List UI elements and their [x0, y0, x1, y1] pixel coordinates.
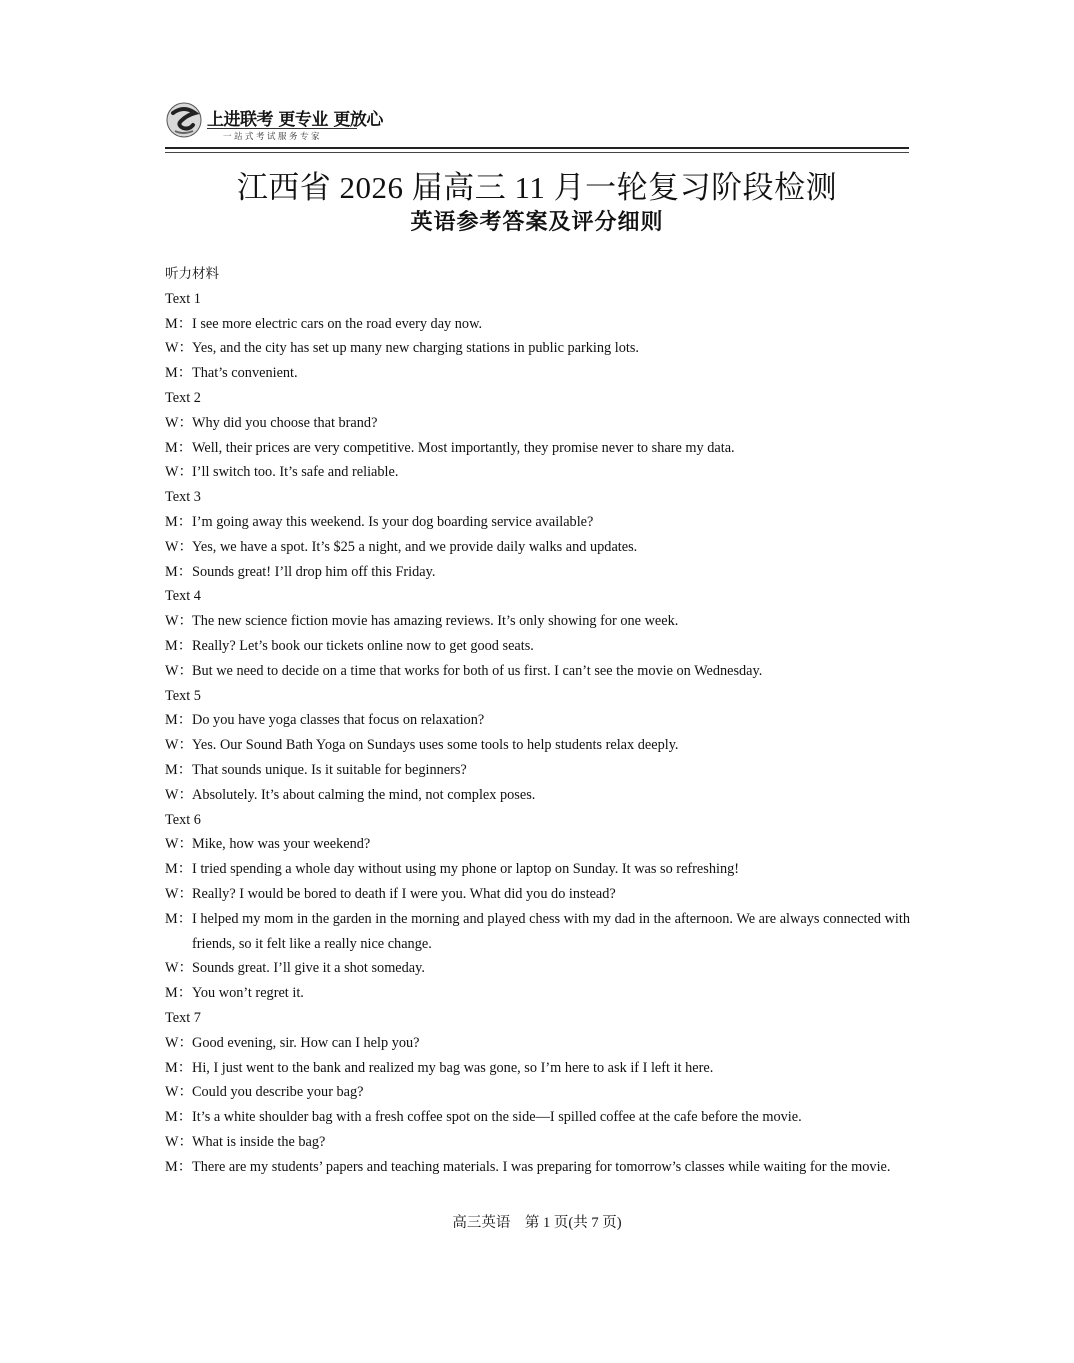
speaker-label: M：	[165, 910, 193, 927]
utterance-text: That sounds unique. Is it suitable for beginners?	[192, 761, 467, 778]
page-title: 江西省 2026 届高三 11 月一轮复习阶段检测	[236, 170, 838, 205]
utterance-text: I helped my mom in the garden in the morning and played chess with my dad in the afternoon. We are always connected with friends, so it felt like a really nice change.	[192, 910, 910, 952]
brand-logo-icon	[165, 101, 203, 139]
page-subtitle: 英语参考答案及评分细则	[410, 210, 664, 235]
text-label: Text 7	[165, 1009, 201, 1026]
speaker-label: M：	[165, 365, 193, 382]
utterance-text: Hi, I just went to the bank and realized my bag was gone, so I’m here to ask if I left it here.	[192, 1059, 714, 1076]
utterance-text: I’m going away this weekend. Is your dog boarding service available?	[192, 513, 594, 530]
speaker-label: M：	[165, 1158, 193, 1175]
dialogue-line	[165, 832, 910, 857]
utterance-text: Really? I would be bored to death if I were you. What did you do instead?	[192, 885, 616, 902]
section-heading: 听力材料	[165, 266, 219, 282]
speaker-label: W：	[165, 737, 193, 754]
brand-slogan: 上进联考 更专业 更放心	[207, 110, 383, 130]
utterance-text: But we need to decide on a time that works for both of us first. I can’t see the movie on Wednesday.	[192, 662, 763, 679]
header-rule-thin	[165, 152, 909, 153]
utterance-text: Why did you choose that brand?	[192, 414, 378, 431]
text-label: Text 3	[165, 489, 201, 506]
speaker-label: W：	[165, 538, 193, 555]
utterance-text: The new science fiction movie has amazing reviews. It’s only showing for one week.	[192, 613, 679, 630]
dialogue-line	[165, 659, 910, 684]
speaker-label: W：	[165, 613, 193, 630]
utterance-text: Sounds great! I’ll drop him off this Friday.	[192, 563, 436, 580]
text-label: Text 2	[165, 389, 201, 406]
utterance-text: Mike, how was your weekend?	[192, 836, 371, 853]
speaker-label: M：	[165, 712, 193, 729]
speaker-label: M：	[165, 761, 193, 778]
utterance-text: Really? Let’s book our tickets online now to get good seats.	[192, 637, 534, 654]
utterance-text: I see more electric cars on the road every day now.	[192, 315, 483, 332]
dialogue-line	[165, 312, 910, 337]
utterance-text: I’ll switch too. It’s safe and reliable.	[192, 464, 399, 481]
dialogue-line	[165, 634, 910, 659]
speaker-label: M：	[165, 637, 193, 654]
utterance-text: I tried spending a whole day without using my phone or laptop on Sunday. It was so refreshing!	[192, 861, 740, 878]
dialogue-line	[165, 733, 910, 758]
speaker-label: W：	[165, 464, 193, 481]
utterance-text: Absolutely. It’s about calming the mind, not complex poses.	[192, 786, 536, 803]
header-rule	[165, 147, 909, 149]
dialogue-line	[165, 1080, 910, 1105]
utterance-text: Could you describe your bag?	[192, 1084, 364, 1101]
dialogue-line	[165, 411, 910, 436]
text-label: Text 6	[165, 811, 201, 828]
dialogue-line	[165, 560, 910, 585]
dialogue-line	[165, 436, 910, 461]
speaker-label: M：	[165, 439, 193, 456]
dialogue-line	[165, 956, 910, 981]
dialogue-line	[165, 783, 910, 808]
dialogue-line	[165, 609, 910, 634]
dialogue-line	[165, 1105, 910, 1130]
page-header	[165, 101, 910, 151]
utterance-text: That’s convenient.	[192, 365, 298, 382]
utterance-text: Yes, and the city has set up many new charging stations in public parking lots.	[192, 340, 639, 357]
utterance-text: Sounds great. I’ll give it a shot someday.	[192, 960, 425, 977]
speaker-label: W：	[165, 885, 193, 902]
dialogue-line	[165, 857, 910, 882]
speaker-label: W：	[165, 786, 193, 803]
utterance-text: Yes. Our Sound Bath Yoga on Sundays uses some tools to help students relax deeply.	[192, 737, 679, 754]
utterance-text: There are my students’ papers and teaching materials. I was preparing for tomorrow’s classes while waiting for the movie.	[192, 1158, 891, 1175]
speaker-label: W：	[165, 960, 193, 977]
dialogue-line	[165, 981, 910, 1006]
text-label: Text 1	[165, 290, 201, 307]
text-label: Text 4	[165, 588, 201, 605]
speaker-label: M：	[165, 563, 193, 580]
utterance-text: Yes, we have a spot. It’s $25 a night, and we provide daily walks and updates.	[192, 538, 638, 555]
dialogue-line	[165, 907, 910, 957]
page-footer: 高三英语 第 1 页(共 7 页)	[452, 1215, 622, 1231]
speaker-label: W：	[165, 1133, 193, 1150]
dialogue-line	[165, 882, 910, 907]
utterance-text: You won’t regret it.	[192, 985, 304, 1002]
speaker-label: M：	[165, 1059, 193, 1076]
utterance-text: What is inside the bag?	[192, 1133, 326, 1150]
speaker-label: W：	[165, 340, 193, 357]
slogan-divider	[207, 128, 357, 129]
speaker-label: M：	[165, 985, 193, 1002]
dialogue-line	[165, 758, 910, 783]
dialogue-line	[165, 708, 910, 733]
speaker-label: M：	[165, 1109, 193, 1126]
dialogue-line	[165, 1130, 910, 1155]
utterance-text: Do you have yoga classes that focus on relaxation?	[192, 712, 485, 729]
speaker-label: W：	[165, 836, 193, 853]
dialogue-line	[165, 1056, 910, 1081]
speaker-label: M：	[165, 861, 193, 878]
dialogue-line	[165, 535, 910, 560]
dialogue-line	[165, 1031, 910, 1056]
speaker-label: W：	[165, 662, 193, 679]
speaker-label: W：	[165, 1034, 193, 1051]
speaker-label: W：	[165, 1084, 193, 1101]
dialogue-line	[165, 510, 910, 535]
dialogue-line	[165, 361, 910, 386]
dialogue-line	[165, 336, 910, 361]
utterance-text: Good evening, sir. How can I help you?	[192, 1034, 420, 1051]
utterance-text: Well, their prices are very competitive. Most importantly, they promise never to share my data.	[192, 439, 735, 456]
brand-tagline: 一站式考试服务专家	[223, 132, 323, 142]
speaker-label: W：	[165, 414, 193, 431]
dialogue-line	[165, 460, 910, 485]
speaker-label: M：	[165, 315, 193, 332]
listening-transcript	[165, 262, 910, 1179]
dialogue-line	[165, 1155, 910, 1180]
speaker-label: M：	[165, 513, 193, 530]
text-label: Text 5	[165, 687, 201, 704]
utterance-text: It’s a white shoulder bag with a fresh coffee spot on the side—I spilled coffee at the cafe before the movie.	[192, 1109, 802, 1126]
